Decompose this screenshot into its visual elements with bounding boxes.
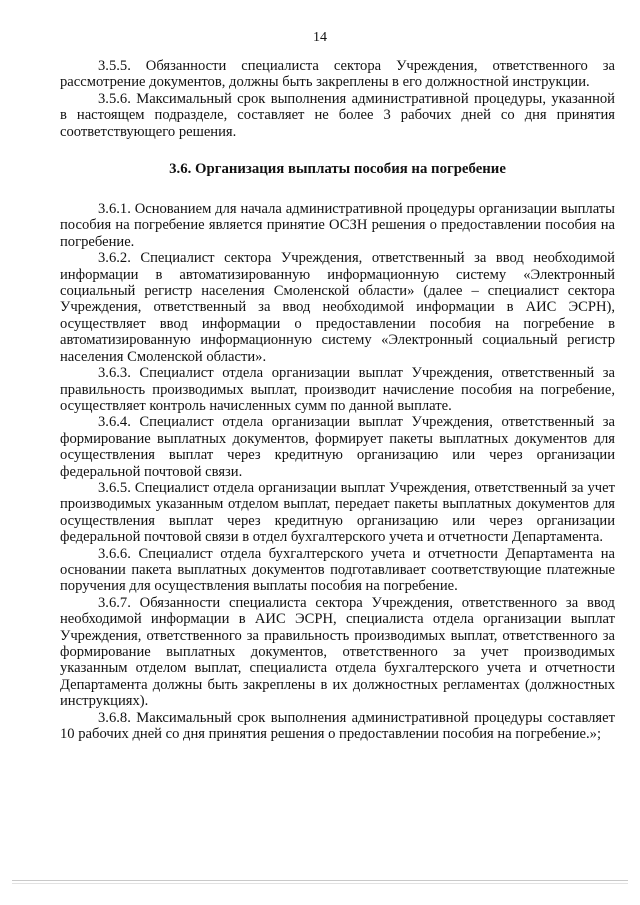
paragraph-3-6-3: 3.6.3. Специалист отдела организации выплат Учреждения, ответственный за правильность производимых выплат, производит начисление пособия на погребение, осуществляет контроль начисленных сумм по данной выплате. — [60, 365, 615, 414]
paragraph-3-6-2: 3.6.2. Специалист сектора Учреждения, ответственный за ввод необходимой информации в автоматизированную информационную систему «Электронный социальный регистр населения Смоленской области» (далее – специалист сектора Учреждения, ответственный за ввод необходимой информации в АИС ЭСРН), осуществляет ввод информации о предоставлении пособия на погребение в автоматизированную информационную систему «Электронный социальный регистр населения Смоленской области». — [60, 250, 615, 365]
paragraph-3-6-5: 3.6.5. Специалист отдела организации выплат Учреждения, ответственный за учет производимых указанным отделом выплат, передает пакеты выплатных документов для осуществления выплат через кредитную организацию или через организации федеральной почтовой связи в отдел бухгалтерского учета и отчетности Департамента. — [60, 479, 615, 546]
paragraph-3-5-6: 3.5.6. Максимальный срок выполнения административной процедуры, указанной в настоящем подразделе, составляет не более 3 рабочих дней со дня принятия соответствующего решения. — [60, 90, 615, 140]
document-body — [60, 58, 615, 742]
paragraph-3-6-1: 3.6.1. Основанием для начала административной процедуры организации выплаты пособия на погребение является принятие ОСЗН решения о предоставлении пособия на погребение. — [60, 201, 615, 250]
page-number: 14 — [313, 30, 327, 45]
paragraph-3-6-7: 3.6.7. Обязанности специалиста сектора Учреждения, ответственного за ввод необходимой информации в АИС ЭСРН, специалиста отдела организации выплат Учреждения, ответственного за правильность производимых выплат, ответственного за формирование выплатных документов, ответственного за учет производимых указанным отделом выплат, специалиста отдела бухгалтерского учета и отчетности Департамента должны быть закреплены в их должностных регламентах (должностных инструкциях). — [60, 594, 615, 710]
paragraph-3-5-5: 3.5.5. Обязанности специалиста сектора Учреждения, ответственного за рассмотрение документов, должны быть закреплены в его должностной инструкции. — [60, 58, 615, 91]
paragraph-3-6-8: 3.6.8. Максимальный срок выполнения административной процедуры составляет 10 рабочих дней со дня принятия решения о предоставлении пособия на погребение.»; — [60, 709, 615, 743]
page-bottom-rule-shadow — [12, 883, 628, 884]
page-bottom-rule — [12, 880, 628, 881]
paragraph-3-6-4: 3.6.4. Специалист отдела организации выплат Учреждения, ответственный за формирование выплатных документов, формирует пакеты выплатных документов для осуществления выплат через кредитную организацию или через организации федеральной почтовой связи. — [60, 414, 615, 480]
section-heading: 3.6. Организация выплаты пособия на погребение — [169, 161, 506, 178]
paragraph-3-6-6: 3.6.6. Специалист отдела бухгалтерского учета и отчетности Департамента на основании пакета выплатных документов подготавливает соответствующие платежные поручения для осуществления выплаты пособия на погребение. — [60, 545, 615, 595]
